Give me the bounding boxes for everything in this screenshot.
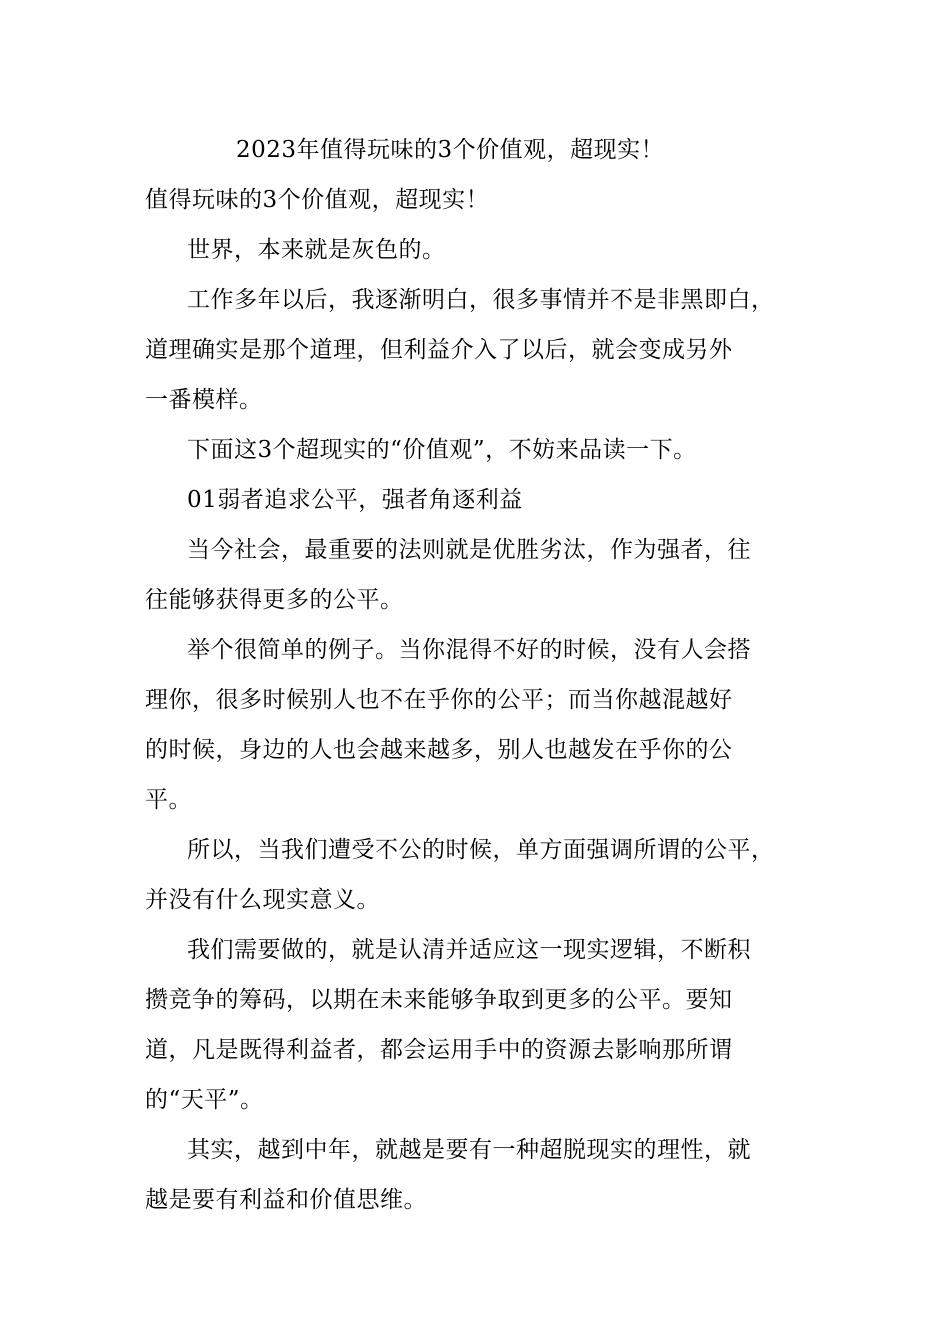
paragraph-line: 举个很简单的例子。当你混得不好的时候，没有人会搭 xyxy=(187,637,751,663)
paragraph-line: 往能够获得更多的公平。 xyxy=(145,587,404,613)
paragraph-line: 所以，当我们遭受不公的时候，单方面强调所谓的公平， xyxy=(187,837,775,863)
paragraph-line: 的时候，身边的人也会越来越多，别人也越发在乎你的公 xyxy=(145,737,733,763)
section-heading: 01弱者追求公平，强者角逐利益 xyxy=(187,487,523,513)
paragraph-line: 道理确实是那个道理，但利益介入了以后，就会变成另外 xyxy=(145,337,733,363)
paragraph-line: 当今社会，最重要的法则就是优胜劣汰，作为强者，往 xyxy=(187,537,751,563)
paragraph-line: 工作多年以后，我逐渐明白，很多事情并不是非黑即白， xyxy=(187,287,775,313)
paragraph-line: 的“天平”。 xyxy=(145,1087,264,1113)
paragraph-line: 平。 xyxy=(145,787,192,813)
paragraph-line: 道，凡是既得利益者，都会运用手中的资源去影响那所谓 xyxy=(145,1037,733,1063)
paragraph-line: 世界，本来就是灰色的。 xyxy=(187,237,446,263)
paragraph-line: 并没有什么现实意义。 xyxy=(145,887,380,913)
paragraph-line: 理你，很多时候别人也不在乎你的公平；而当你越混越好 xyxy=(145,687,733,713)
document-title: 2023年值得玩味的3个价值观，超现实！ xyxy=(236,137,665,163)
paragraph-line: 攒竞争的筹码，以期在未来能够争取到更多的公平。要知 xyxy=(145,987,733,1013)
paragraph-line: 其实，越到中年，就越是要有一种超脱现实的理性，就 xyxy=(187,1137,751,1163)
paragraph-line: 一番模样。 xyxy=(145,387,263,413)
paragraph-line: 我们需要做的，就是认清并适应这一现实逻辑，不断积 xyxy=(187,937,751,963)
document-subtitle: 值得玩味的3个价值观，超现实！ xyxy=(145,187,490,213)
paragraph-line: 下面这3个超现实的“价值观”，不妨来品读一下。 xyxy=(187,437,697,463)
paragraph-line: 越是要有利益和价值思维。 xyxy=(145,1187,427,1213)
